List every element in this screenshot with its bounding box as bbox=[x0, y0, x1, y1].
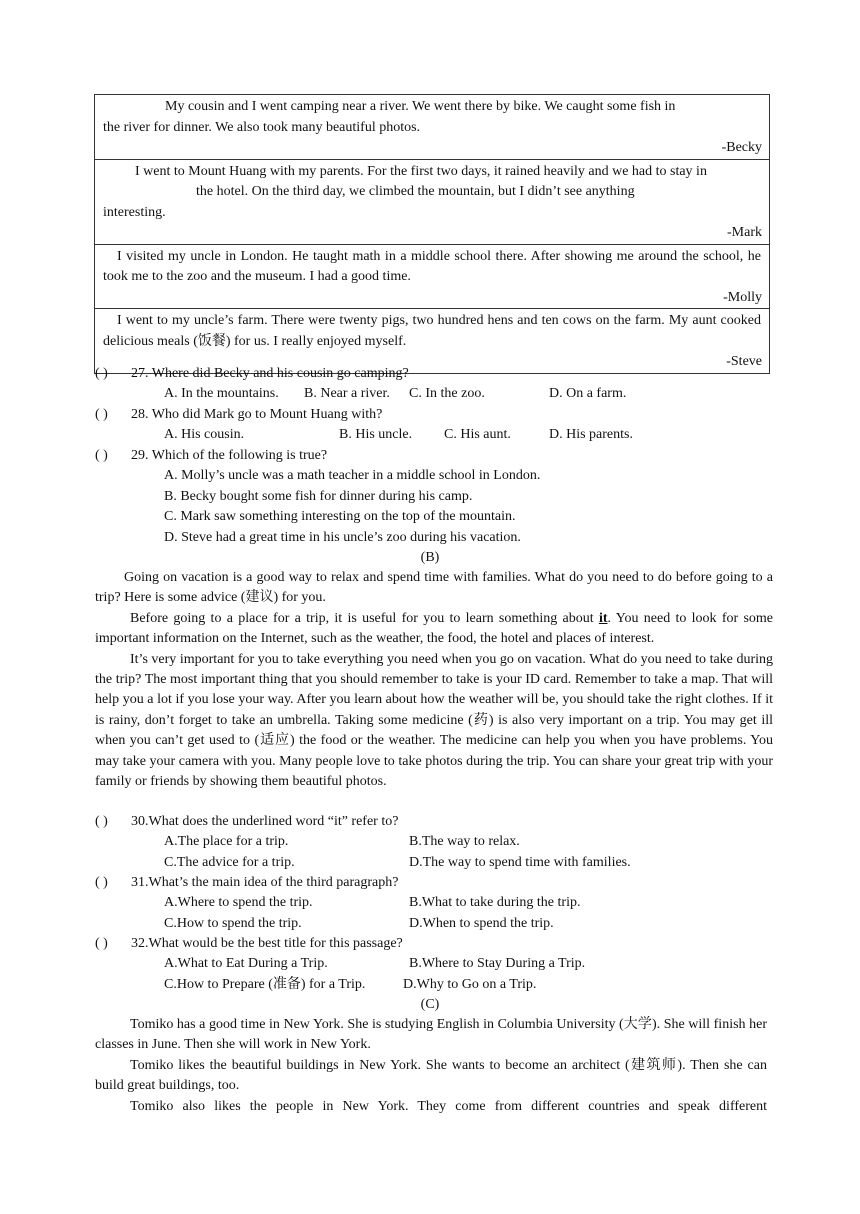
option-c[interactable]: C. His aunt. bbox=[444, 427, 511, 443]
diary-text: the river for dinner. We also took many beautiful photos. bbox=[103, 119, 421, 135]
passage-b bbox=[95, 568, 773, 792]
diary-entry-steve bbox=[95, 308, 769, 373]
option-c[interactable]: C. In the zoo. bbox=[409, 386, 485, 402]
paragraph-text: Before going to a place for a trip, it is useful for you to learn something about bbox=[130, 610, 599, 626]
question-stem: 28. Who did Mark go to Mount Huang with? bbox=[131, 407, 383, 422]
question-stem: 29. Which of the following is true? bbox=[131, 448, 328, 463]
option-a[interactable]: A.What to Eat During a Trip. bbox=[164, 956, 328, 972]
diary-signature: -Mark bbox=[727, 225, 762, 240]
diary-signature: -Molly bbox=[723, 289, 762, 305]
diary-text: the hotel. On the third day, we climbed the mountain, but I didn’t see anything bbox=[196, 184, 635, 199]
option-a[interactable]: A.The place for a trip. bbox=[164, 834, 289, 850]
diary-entry-molly bbox=[95, 244, 769, 309]
underlined-word: it bbox=[598, 610, 608, 626]
paragraph: Tomiko likes the beautiful buildings in New York. She wants to become an architect (建筑师). Then she can build great buildings, too. bbox=[95, 1057, 767, 1094]
option-b[interactable]: B. His uncle. bbox=[339, 427, 413, 443]
diary-entry-becky bbox=[95, 95, 769, 159]
question-stem: 32.What would be the best title for this passage? bbox=[131, 936, 403, 951]
answer-blank[interactable]: ( ) bbox=[95, 448, 108, 463]
option-a[interactable]: A. His cousin. bbox=[164, 427, 245, 443]
option-c[interactable]: C.How to spend the trip. bbox=[164, 915, 302, 931]
question-stem: 27. Where did Becky and his cousin go camping? bbox=[131, 366, 409, 381]
paragraph bbox=[95, 609, 773, 650]
diary-text: I went to Mount Huang with my parents. For the first two days, it rained heavily and we had to stay in bbox=[135, 163, 707, 179]
question-30 bbox=[95, 812, 775, 873]
option-b[interactable]: B.What to take during the trip. bbox=[409, 895, 581, 911]
question-31 bbox=[95, 873, 775, 934]
option-b[interactable]: B.The way to relax. bbox=[409, 834, 520, 850]
diary-signature: -Steve bbox=[726, 354, 762, 369]
option-d[interactable]: D.The way to spend time with families. bbox=[409, 854, 631, 870]
option-c[interactable]: C. Mark saw something interesting on the top of the mountain. bbox=[164, 509, 516, 525]
answer-blank[interactable]: ( ) bbox=[95, 875, 108, 890]
paragraph: Tomiko also likes the people in New York. They come from different countries and speak different bbox=[130, 1098, 767, 1114]
diary-text: My cousin and I went camping near a river. We went there by bike. We caught some fish in bbox=[165, 99, 676, 114]
paragraph: Going on vacation is a good way to relax and spend time with families. What do you need to do before going to a trip? Here is some advice (建议) for you. bbox=[95, 570, 773, 606]
answer-blank[interactable]: ( ) bbox=[95, 366, 108, 381]
diary-signature: -Becky bbox=[721, 140, 762, 155]
option-d[interactable]: D. On a farm. bbox=[549, 386, 627, 402]
option-b[interactable]: B. Becky bought some fish for dinner during his camp. bbox=[164, 488, 473, 504]
option-d[interactable]: D. His parents. bbox=[549, 427, 633, 443]
paragraph-text: . You need to look for some important information on the Internet, such as the weather, the food, the hotel and places of interest. bbox=[95, 610, 773, 647]
question-stem: 30.What does the underlined word “it” refer to? bbox=[131, 814, 399, 829]
question-32 bbox=[95, 934, 775, 995]
question-27 bbox=[95, 364, 775, 405]
option-d[interactable]: D.Why to Go on a Trip. bbox=[403, 976, 537, 992]
option-a[interactable]: A.Where to spend the trip. bbox=[164, 895, 313, 911]
paragraph: Tomiko has a good time in New York. She is studying English in Columbia University (大学). She will finish her classes in June. Then she will work in New York. bbox=[95, 1017, 767, 1053]
answer-blank[interactable]: ( ) bbox=[95, 814, 108, 829]
option-b[interactable]: B. Near a river. bbox=[304, 386, 390, 402]
answer-blank[interactable]: ( ) bbox=[95, 936, 108, 951]
option-d[interactable]: D. Steve had a great time in his uncle’s zoo during his vacation. bbox=[164, 529, 521, 545]
option-b[interactable]: B.Where to Stay During a Trip. bbox=[409, 956, 586, 972]
question-29 bbox=[95, 446, 775, 548]
question-stem: 31.What’s the main idea of the third paragraph? bbox=[131, 875, 399, 890]
option-d[interactable]: D.When to spend the trip. bbox=[409, 915, 554, 931]
paragraph: It’s very important for you to take everything you need when you go on vacation. What do you need to take during the trip? The most important thing that you should remember to take is your ID card. Remember to take a map. That will help you a lot if you lose your way. After you learn about how the weather will be, you should take the right clothes. If it is rainy, don’t forget to take an umbrella. Taking some medicine (药) is also very important on a trip. You may get ill when you can’t get used to (适应) the food or the weather. The medicine can help you when you have problems. You may take your camera with you. Many people love to take photos during the trip. You can share your great trip with your family or friends by showing them beautiful photos. bbox=[95, 651, 773, 790]
section-heading-b: (B) bbox=[420, 550, 440, 565]
passage-c bbox=[95, 1015, 767, 1117]
answer-blank[interactable]: ( ) bbox=[95, 407, 108, 422]
option-c[interactable]: C.The advice for a trip. bbox=[164, 854, 295, 870]
diary-text: I went to my uncle’s farm. There were twenty pigs, two hundred hens and ten cows on the farm. My aunt cooked delicious meals (饭餐) for us. I really enjoyed myself. bbox=[103, 313, 761, 349]
section-heading-c: (C) bbox=[420, 997, 440, 1012]
option-a[interactable]: A. Molly’s uncle was a math teacher in a middle school in London. bbox=[164, 468, 541, 484]
option-a[interactable]: A. In the mountains. bbox=[164, 386, 279, 402]
diary-text: interesting. bbox=[103, 204, 166, 220]
option-c[interactable]: C.How to Prepare (准备) for a Trip. bbox=[164, 976, 366, 992]
diary-table bbox=[94, 94, 770, 374]
question-28 bbox=[95, 405, 775, 446]
diary-entry-mark bbox=[95, 159, 769, 244]
diary-text: I visited my uncle in London. He taught math in a middle school there. After showing me around the school, he took me to the zoo and the museum. I had a good time. bbox=[103, 248, 761, 284]
